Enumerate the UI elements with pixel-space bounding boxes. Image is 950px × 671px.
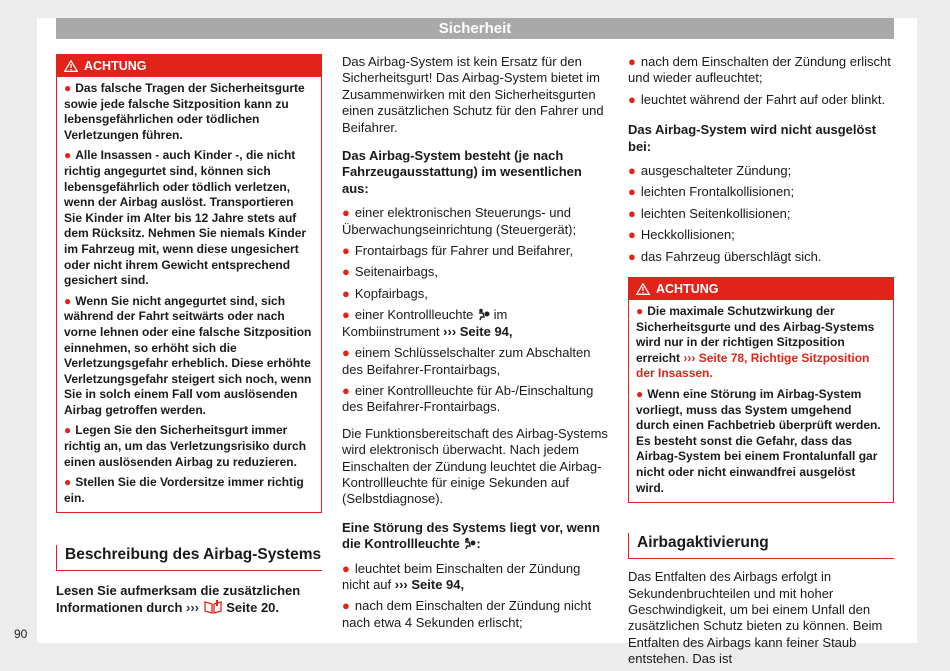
list-item: ● Kopfairbags, [342, 285, 428, 301]
page-link[interactable]: Seite 20. [226, 599, 280, 615]
list-item: ● das Fahrzeug überschlägt sich. [628, 248, 822, 264]
list-item: ● Seitenairbags, [342, 264, 438, 280]
list-item: ● einer Kontrollleuchte für Ab-/Einschaltung des Beifahrer-Frontairbags. [342, 382, 594, 415]
list-item: ● ausgeschalteter Zündung; [628, 163, 792, 179]
warning-box [628, 277, 894, 503]
warning-body [629, 300, 893, 502]
list-item: ● leichten Seitenkollisionen; [628, 205, 791, 221]
airbag-warning-icon [477, 308, 490, 321]
section-heading-wrap [56, 545, 322, 571]
list-item: ● Heckkollisionen; [628, 227, 735, 243]
warning-body [57, 77, 321, 512]
warning-item: ● Alle Insassen - auch Kinder -, die nicht richtig angegurtet sind, können sich lebensgefährlich oder tödlich verletzen, wenn der Airbag auslöst. Transportieren Sie Kinder im Alter bis 12 Jahre stets auf dem Rücksitz. Nehmen Sie niemals Kinder im Fahrzeug mit, wenn diese ungesichert oder nicht ihrem Gewicht entsprechend gesichert sind. [64, 148, 307, 288]
column-1 [56, 54, 322, 616]
paragraph: Das Entfalten des Airbags erfolgt in Sekundenbruchteilen und mit hoher Geschwindigkeit, um bei einem Unfall den zusätzlichen Schutz bieten zu können. Beim Entfalten des Airbags kann feiner Staub entstehen. Das ist [628, 569, 883, 667]
list-item: ● einer Kontrollleuchte im Kombiinstrument ››› Seite 94, [342, 307, 513, 339]
section-heading-wrap [628, 533, 894, 559]
column-3 [628, 54, 894, 668]
column-2 [342, 54, 608, 636]
warning-triangle-icon [636, 283, 650, 295]
warning-item: ● Die maximale Schutzwirkung der Sicherheitsgurte und des Airbag-Systems wird nur in der richtigen Sitzposition erreicht ››› Seite 78, Richtige Sitzposition der Insassen. [636, 304, 875, 381]
subheading: Das Airbag-System besteht (je nach Fahrzeugausstattung) im wesentlichen aus: [342, 148, 582, 196]
warning-item: ● Legen Sie den Sicherheitsgurt immer richtig an, um das Verletzungsrisiko durch einen auslösenden Airbag zu reduzieren. [64, 423, 307, 469]
warning-header [629, 278, 893, 300]
list-item: ● einem Schlüsselschalter zum Abschalten des Beifahrer-Frontairbags, [342, 345, 591, 377]
section-heading: Beschreibung des Airbag-Systems [57, 545, 322, 571]
airbag-warning-icon [463, 537, 476, 550]
warning-box [56, 54, 322, 513]
list-item: ● leuchtet beim Einschalten der Zündung nicht auf ››› Seite 94, [342, 560, 581, 592]
book-icon [203, 600, 223, 614]
page-header: Sicherheit [56, 18, 894, 39]
warning-item: ● Wenn eine Störung im Airbag-System vorliegt, muss das System umgehend durch einen Fachbetrieb überprüft werden. Es besteht sonst die Gefahr, dass das Airbag-System bei einem Frontalunfall gar nicht oder nicht einwandfrei ausgelöst wird. [636, 387, 881, 495]
warning-item: ● Stellen Sie die Vordersitze immer richtig ein. [64, 475, 304, 505]
page-link[interactable]: Seite 94, [411, 576, 465, 592]
list-item: ● nach dem Einschalten der Zündung nicht nach etwa 4 Sekunden erlischt; [342, 598, 592, 630]
warning-title: ACHTUNG [84, 59, 147, 73]
warning-title: ACHTUNG [656, 282, 719, 297]
warning-header [57, 55, 321, 77]
subheading: Eine Störung des Systems liegt vor, wenn die Kontrollleuchte : [342, 519, 600, 552]
paragraph: Das Airbag-System ist kein Ersatz für den Sicherheitsgurt! Das Airbag-System bietet im Zusammenwirken mit den Sicherheitsgurten einen zusätzlichen Schutz für den Fahrer und Beifahrer. [342, 54, 604, 135]
page-link[interactable]: Seite 78, Richtige Sitzposition der Insassen. [636, 350, 870, 381]
warning-item: ● Wenn Sie nicht angegurtet sind, sich während der Fahrt seitwärts oder nach vorne lehnen oder eine falsche Sitzposition einnehmen, so erhöht sich die Verletzungsgefahr erheblich. Diese erhöhte Verletzungsgefahr steigert sich noch, wenn Sie in solch einem Fall vom auslösenden Airbag getroffen werden. [64, 293, 312, 417]
list-item: ● Frontairbags für Fahrer und Beifahrer, [342, 243, 574, 259]
page-link[interactable]: Seite 94, [459, 323, 513, 339]
page-number: 90 [14, 627, 28, 641]
warning-triangle-icon [64, 60, 78, 72]
warning-item: ● Das falsche Tragen der Sicherheitsgurte sowie jede falsche Sitzposition kann zu lebensgefährlichen oder tödlichen Verletzungen führen. [64, 81, 305, 142]
paragraph: Die Funktionsbereitschaft des Airbag-Systems wird elektronisch überwacht. Nach jedem Einschalten der Zündung leuchtet die Airbag-Kontrollleuchte für einige Sekunden auf (Selbstdiagnose). [342, 425, 608, 507]
subheading: Das Airbag-System wird nicht ausgelöst bei: [628, 122, 877, 154]
list-item: ● leuchtet während der Fahrt auf oder blinkt. [628, 91, 886, 107]
section-intro: Lesen Sie aufmerksam die zusätzlichen Informationen durch ››› Seite 20. [56, 583, 301, 615]
list-item: ● nach dem Einschalten der Zündung erlischt und wieder aufleuchtet; [628, 54, 891, 86]
list-item: ● leichten Frontalkollisionen; [628, 184, 795, 200]
list-item: ● einer elektronischen Steuerungs- und Überwachungseinrichtung (Steuergerät); [342, 205, 577, 237]
section-heading: Airbagaktivierung [629, 533, 894, 559]
